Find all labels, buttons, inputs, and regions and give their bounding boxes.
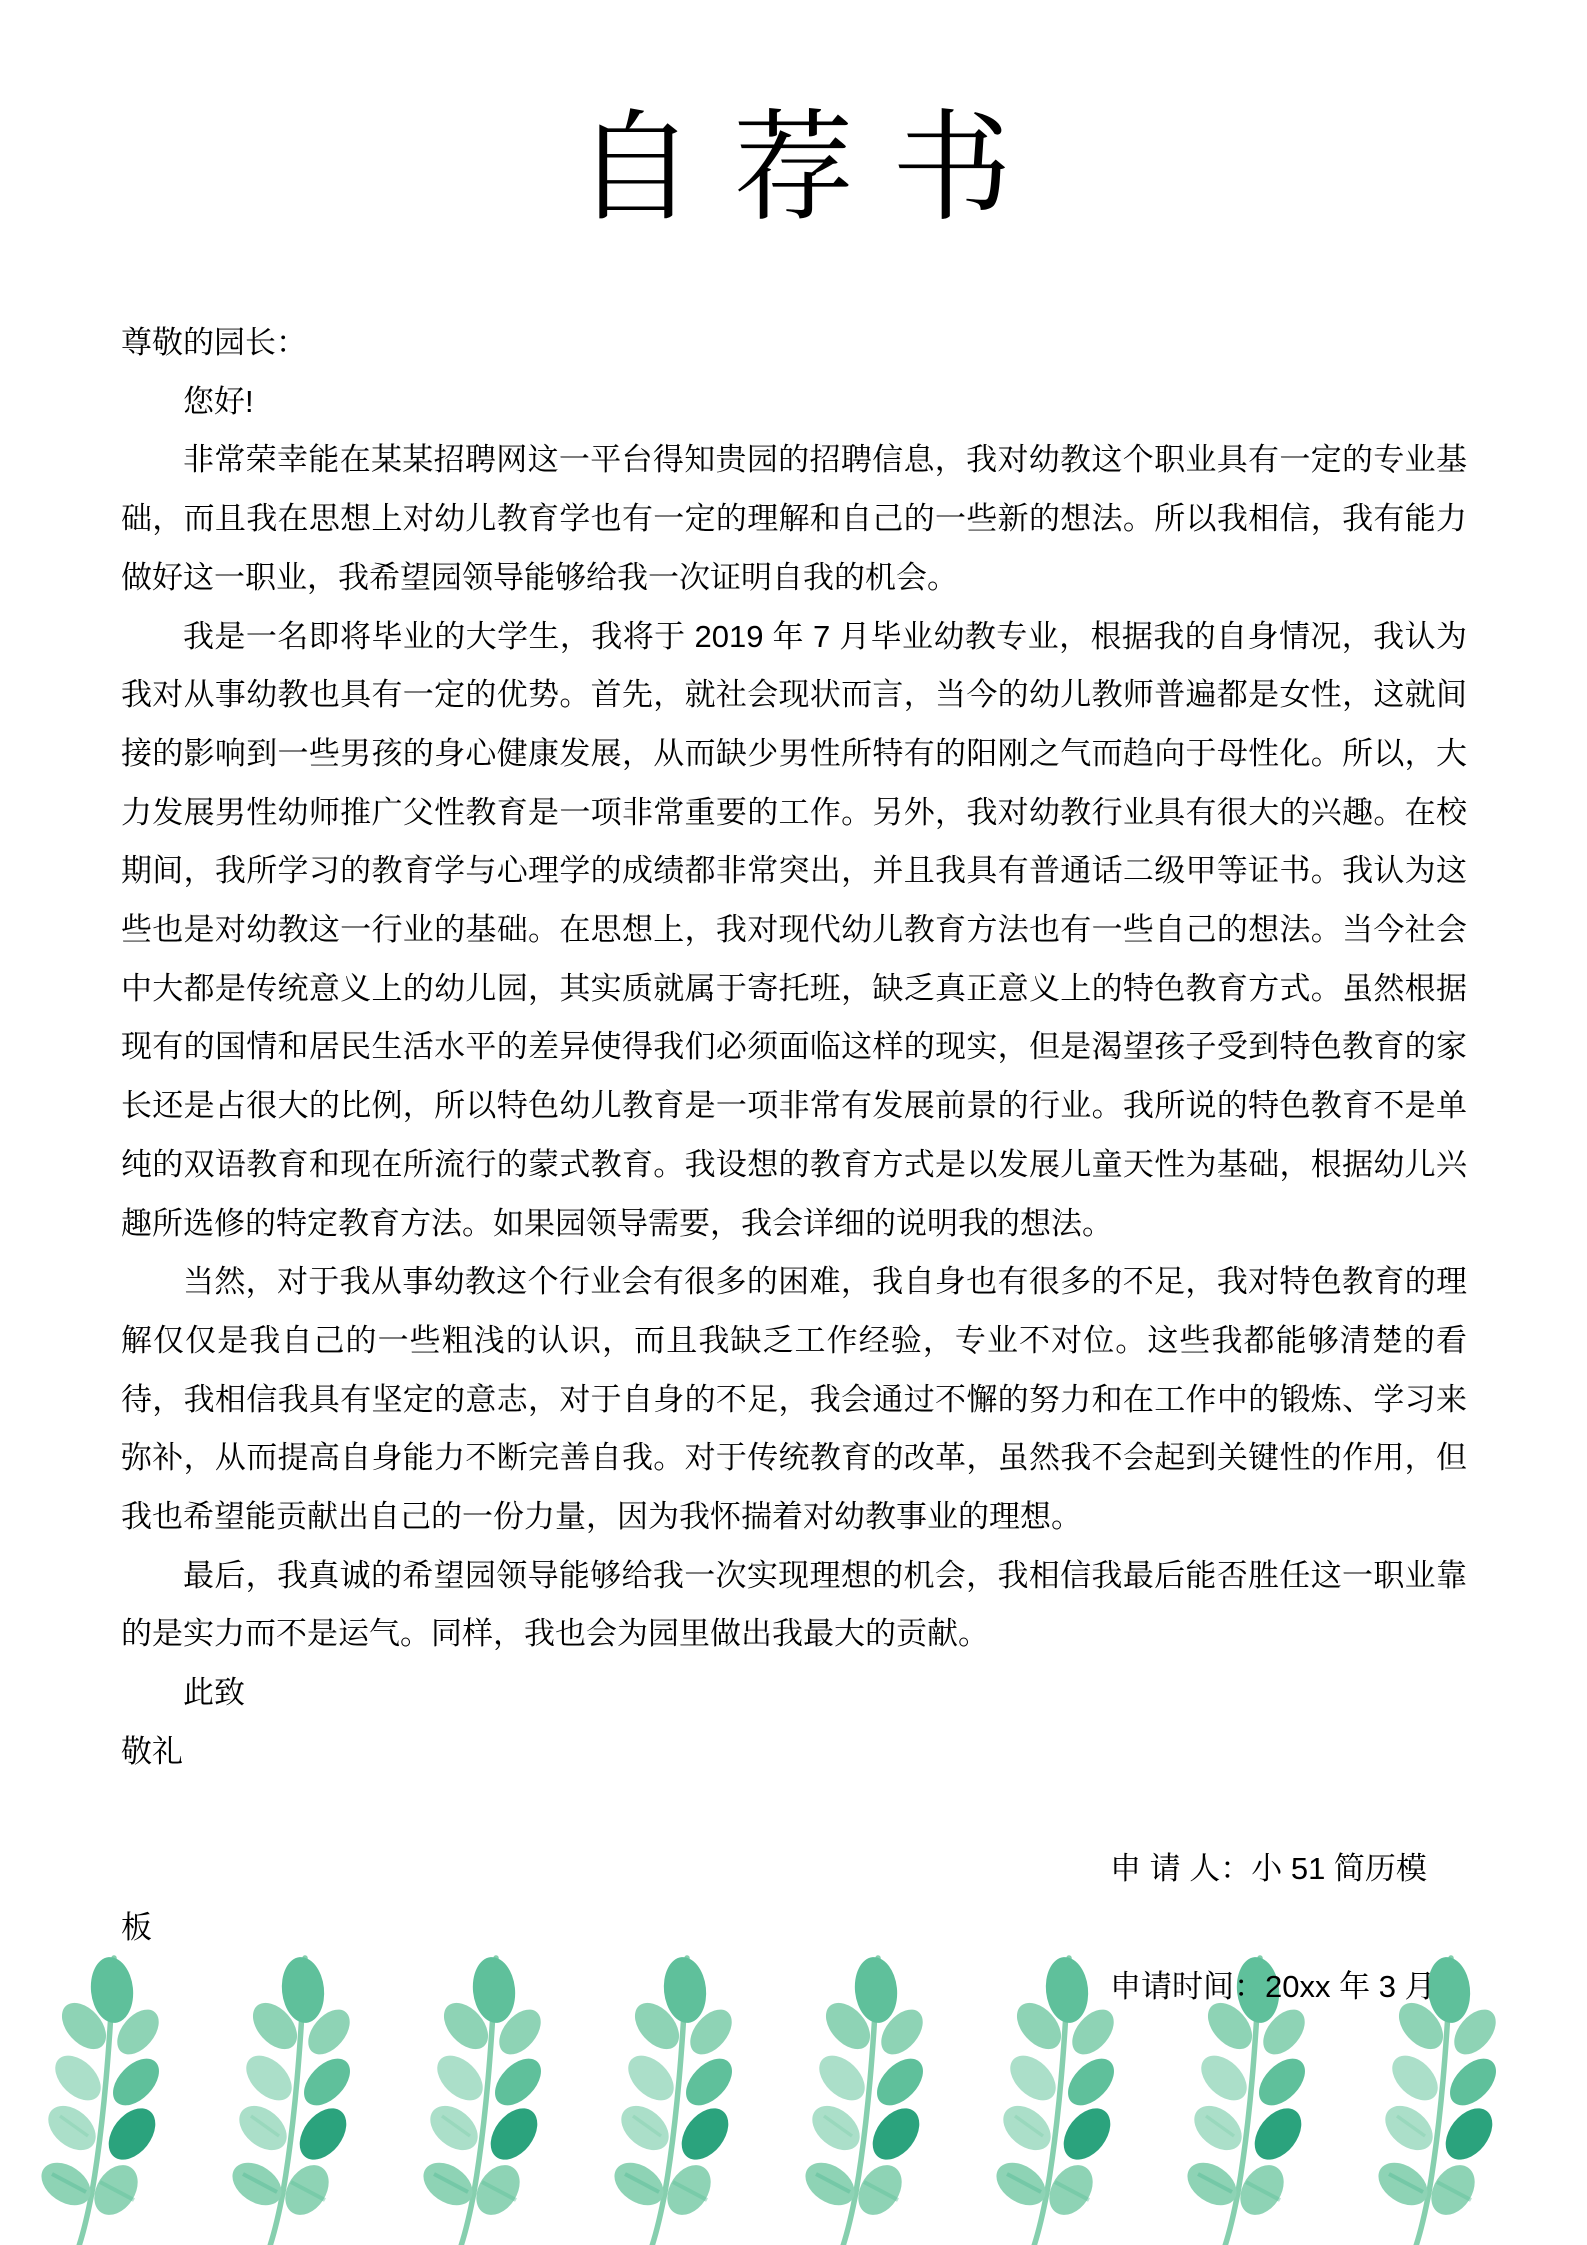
paragraph-3: 当然，对于我从事幼教这个行业会有很多的困难，我自身也有很多的不足，我对特色教育的理解仅仅是我自己的一些粗浅的认识，而且我缺乏工作经验，专业不对位。这些我都能够清楚的看待，我相信我具有坚定的意志，对于自身的不足，我会通过不懈的努力和在工作中的锻炼、学习来弥补，从而提高自身能力不断完善自我。对于传统教育的改革，虽然我不会起到关键性的作用，但我也希望能贡献出自己的一份力量，因为我怀揣着对幼教事业的理想。 [121, 1264, 1467, 1535]
applicant-line-wrap: 板 [121, 1909, 152, 1945]
closing-phrase: 此致 [183, 1675, 245, 1711]
letter-body [121, 314, 1467, 2016]
closing-salute: 敬礼 [121, 1733, 183, 1769]
document-title: 自荐书 [575, 102, 1051, 235]
salutation: 尊敬的园长： [121, 325, 307, 360]
date-line: 申请时间：20xx 年 3 月 [1110, 1968, 1436, 2004]
blank-line [121, 1782, 1467, 1841]
paragraph-2: 我是一名即将毕业的大学生，我将于 2019 年 7 月毕业幼教专业，根据我的自身情况，我认为我对从事幼教也具有一定的优势。首先，就社会现状而言，当今的幼儿教师普遍都是女性，这就间接的影响到一些男孩的身心健康发展，从而缺少男性所特有的阳刚之气而趋向于母性化。所以，大力发展男性幼师推广父性教育是一项非常重要的工作。另外，我对幼教行业具有很大的兴趣。在校期间，我所学习的教育学与心理学的成绩都非常突出，并且我具有普通话二级甲等证书。我认为这些也是对幼教这一行业的基础。在思想上，我对现代幼儿教育方法也有一些自己的想法。当今社会中大都是传统意义上的幼儿园，其实质就属于寄托班，缺乏真正意义上的特色教育方式。虽然根据现有的国情和居民生活水平的差异使得我们必须面临这样的现实，但是渴望孩子受到特色教育的家长还是占很大的比例，所以特色幼儿教育是一项非常有发展前景的行业。我所说的特色教育不是单纯的双语教育和现在所流行的蒙式教育。我设想的教育方式是以发展儿童天性为基础，根据幼儿兴趣所选修的特定教育方法。如果园领导需要，我会详细的说明我的想法。 [121, 618, 1467, 1241]
paragraph-1: 非常荣幸能在某某招聘网这一平台得知贵园的招聘信息，我对幼教这个职业具有一定的专业基础，而且我在思想上对幼儿教育学也有一定的理解和自己的一些新的想法。所以我相信，我有能力做好这一职业，我希望园领导能够给我一次证明自我的机会。 [121, 442, 1467, 595]
applicant-line: 申 请 人：小 51 简历模 [1110, 1851, 1427, 1887]
paragraph-4: 最后，我真诚的希望园领导能够给我一次实现理想的机会，我相信我最后能否胜任这一职业靠的是实力而不是运气。同样，我也会为园里做出我最大的贡献。 [121, 1557, 1467, 1652]
greeting: 您好! [183, 383, 254, 419]
